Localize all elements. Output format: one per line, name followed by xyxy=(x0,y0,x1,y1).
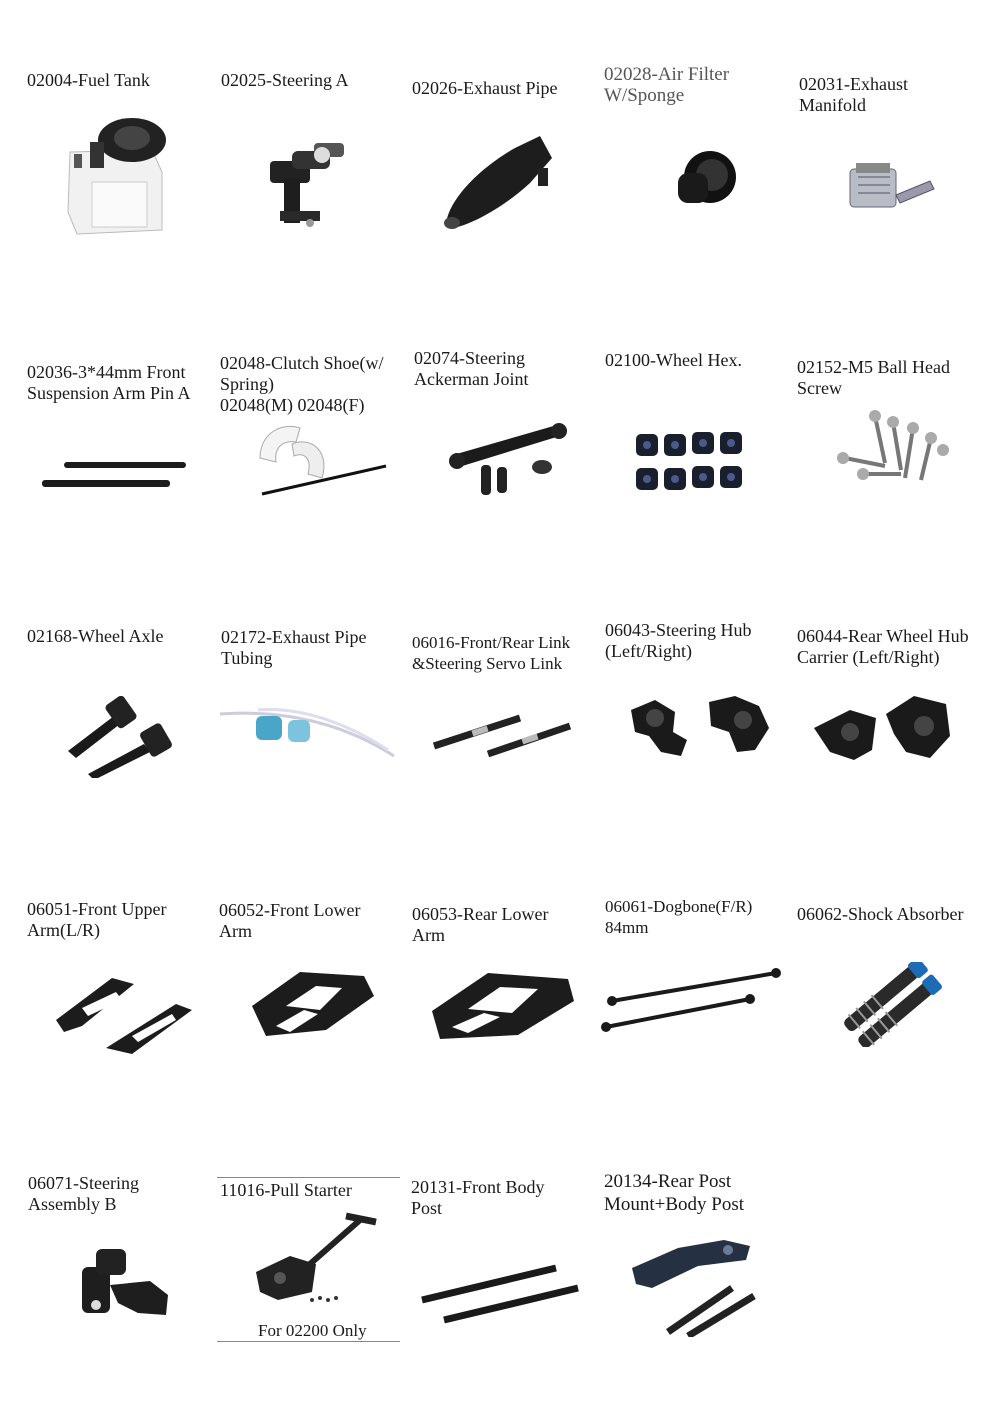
pull-starter-note: For 02200 Only xyxy=(258,1321,367,1340)
ball-head-screw-image xyxy=(835,408,955,493)
front-body-post-image xyxy=(418,1262,583,1324)
fuel-tank-image xyxy=(62,112,172,237)
part-label: 06016-Front/Rear Link &Steering Servo Link xyxy=(412,633,571,673)
part-label: 02028-Air Filter W/Sponge xyxy=(604,64,730,106)
ackerman-joint-image xyxy=(447,415,572,500)
rear-wheel-hub-image xyxy=(810,688,955,768)
part-label: 06071-Steering Assembly B xyxy=(28,1173,139,1214)
servo-link-image xyxy=(428,708,576,763)
exhaust-pipe-tubing-image xyxy=(218,700,396,760)
steering-hub-image xyxy=(625,692,775,762)
dogbone-image xyxy=(600,965,785,1037)
part-label: 06053-Rear Lower Arm xyxy=(412,904,549,945)
part-label: 06052-Front Lower Arm xyxy=(219,900,361,941)
part-label: 02026-Exhaust Pipe xyxy=(412,78,558,98)
part-label: 02172-Exhaust Pipe Tubing xyxy=(221,627,367,668)
air-filter-image xyxy=(668,147,738,215)
steering-a-image xyxy=(262,133,357,233)
part-label: 02025-Steering A xyxy=(221,70,349,90)
clutch-shoe-image xyxy=(252,418,392,496)
exhaust-pipe-image xyxy=(440,128,560,233)
part-label: 06051-Front Upper Arm(L/R) xyxy=(27,899,167,940)
pull-starter-image xyxy=(250,1212,380,1307)
part-label: 02004-Fuel Tank xyxy=(27,70,150,90)
front-lower-arm-image xyxy=(246,966,381,1046)
wheel-hex-image xyxy=(634,430,749,498)
part-label: 02031-Exhaust Manifold xyxy=(799,74,908,115)
part-label: 20134-Rear Post Mount+Body Post xyxy=(604,1171,745,1215)
front-upper-arm-image xyxy=(52,970,197,1055)
part-label: 02152-M5 Ball Head Screw xyxy=(797,357,950,398)
part-label: 11016-Pull Starter xyxy=(220,1180,352,1200)
part-label: 02048-Clutch Shoe(w/ Spring) 02048(M) 02048(F) xyxy=(220,353,384,415)
part-label: 02100-Wheel Hex. xyxy=(605,350,742,370)
part-label: 06043-Steering Hub (Left/Right) xyxy=(605,620,752,661)
part-label: 02036-3*44mm Front Suspension Arm Pin A xyxy=(27,362,191,403)
steering-assembly-b-image xyxy=(78,1245,173,1320)
exhaust-manifold-image xyxy=(842,155,937,220)
rear-lower-arm-image xyxy=(428,965,578,1043)
suspension-arm-pin-image xyxy=(40,458,190,493)
part-label: 06044-Rear Wheel Hub Carrier (Left/Right) xyxy=(797,626,969,667)
wheel-axle-image xyxy=(64,696,174,778)
part-label: 20131-Front Body Post xyxy=(411,1177,545,1218)
part-label: 02074-Steering Ackerman Joint xyxy=(414,348,529,389)
shock-absorber-image xyxy=(832,962,957,1047)
pull-starter-bottom-rule xyxy=(217,1341,400,1342)
part-label: 02168-Wheel Axle xyxy=(27,626,164,646)
pull-starter-top-rule xyxy=(217,1177,400,1178)
rear-post-mount-image xyxy=(628,1232,758,1337)
part-label: 06062-Shock Absorber xyxy=(797,904,964,924)
part-label: 06061-Dogbone(F/R) 84mm xyxy=(605,897,753,937)
